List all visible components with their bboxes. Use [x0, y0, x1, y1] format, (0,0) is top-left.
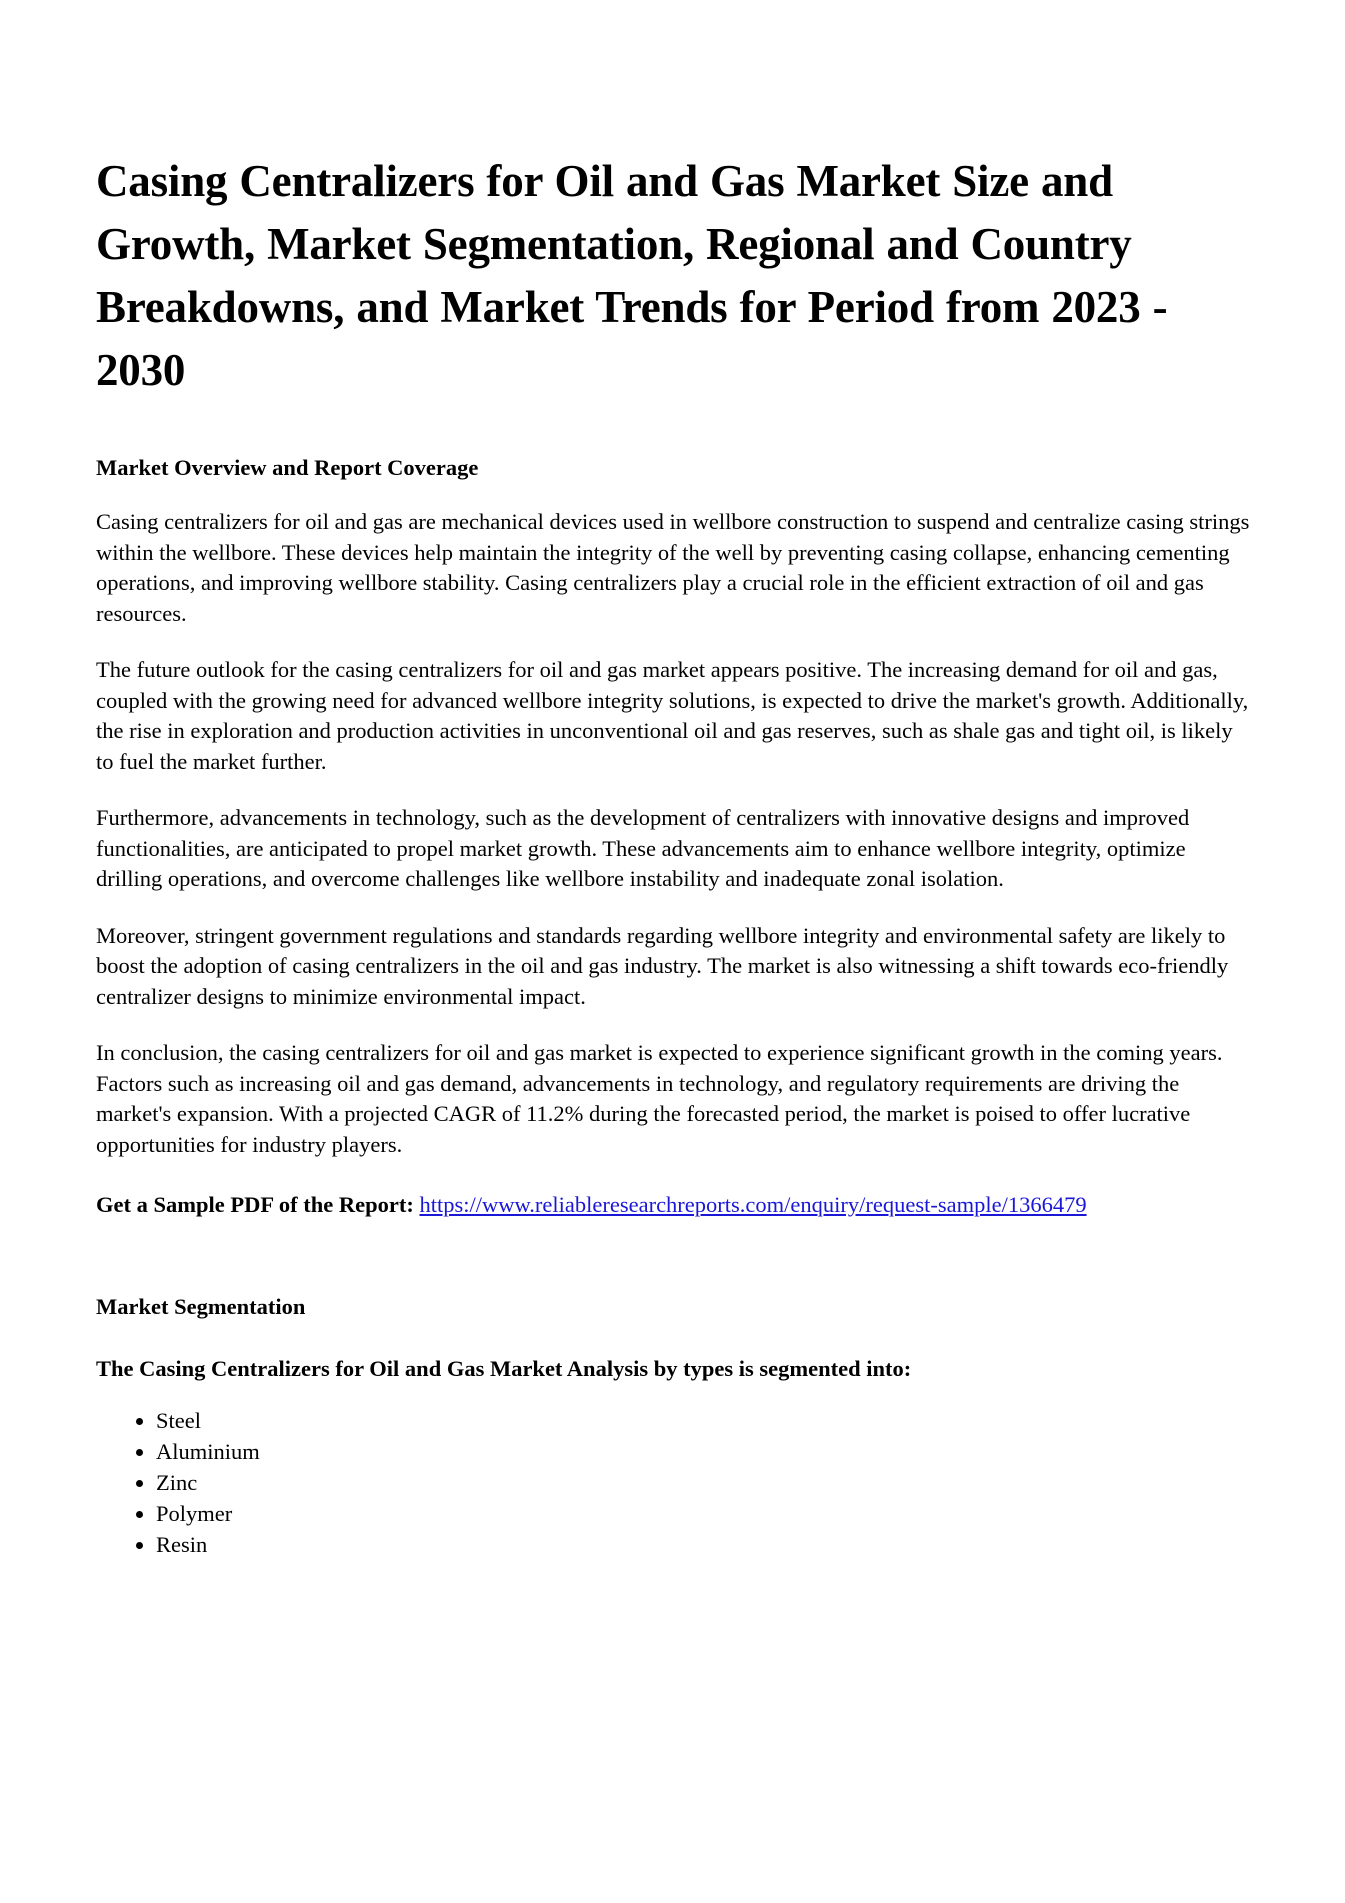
- overview-paragraph-5: In conclusion, the casing centralizers for oil and gas market is expected to experience significant growth in the coming years. Factors such as increasing oil and gas demand, advancements in technology, and regulatory requirements are driving the market's expansion. With a projected CAGR of 11.2% during the forecasted period, the market is poised to offer lucrative opportunities for industry players.: [96, 1040, 1223, 1157]
- segmentation-types-list: [96, 1405, 1250, 1560]
- market-segmentation-heading: Market Segmentation: [96, 1293, 306, 1319]
- segmentation-types-heading: The Casing Centralizers for Oil and Gas Market Analysis by types is segmented into:: [96, 1355, 912, 1381]
- overview-paragraph-4: Moreover, stringent government regulations and standards regarding wellbore integrity and environmental safety are likely to boost the adoption of casing centralizers in the oil and gas industry. The market is also witnessing a shift towards eco-friendly centralizer designs to minimize environmental impact.: [96, 922, 1229, 1009]
- market-overview-heading: Market Overview and Report Coverage: [96, 455, 479, 480]
- list-item: • Resin: [156, 1529, 1250, 1560]
- list-item: • Steel: [156, 1405, 1250, 1436]
- list-item: • Aluminium: [156, 1436, 1250, 1467]
- section-spacer: [96, 1221, 1250, 1293]
- sample-pdf-label: Get a Sample PDF of the Report:: [96, 1192, 414, 1217]
- list-item: • Polymer: [156, 1498, 1250, 1529]
- list-item: • Zinc: [156, 1467, 1250, 1498]
- page-title: Casing Centralizers for Oil and Gas Market Size and Growth, Market Segmentation, Regional and Country Breakdowns, and Market Trends for Period from 2023 - 2030: [96, 156, 1168, 395]
- sample-pdf-link[interactable]: https://www.reliableresearchreports.com/enquiry/request-sample/1366479: [419, 1192, 1087, 1217]
- sample-pdf-block: [96, 1190, 1250, 1221]
- overview-paragraph-2: The future outlook for the casing centralizers for oil and gas market appears positive. The increasing demand for oil and gas, coupled with the growing need for advanced wellbore integrity solutions, is expected to drive the market's growth. Additionally, the rise in exploration and production activities in unconventional oil and gas reserves, such as shale gas and tight oil, is likely to fuel the market further.: [96, 657, 1249, 774]
- overview-paragraph-1: Casing centralizers for oil and gas are mechanical devices used in wellbore construction to suspend and centralize casing strings within the wellbore. These devices help maintain the integrity of the well by preventing casing collapse, enhancing cementing operations, and improving wellbore stability. Casing centralizers play a crucial role in the efficient extraction of oil and gas resources.: [96, 509, 1250, 626]
- overview-paragraph-3: Furthermore, advancements in technology, such as the development of centralizers with innovative designs and improved functionalities, are anticipated to propel market growth. These advancements aim to enhance wellbore integrity, optimize drilling operations, and overcome challenges like wellbore instability and inadequate zonal isolation.: [96, 805, 1190, 891]
